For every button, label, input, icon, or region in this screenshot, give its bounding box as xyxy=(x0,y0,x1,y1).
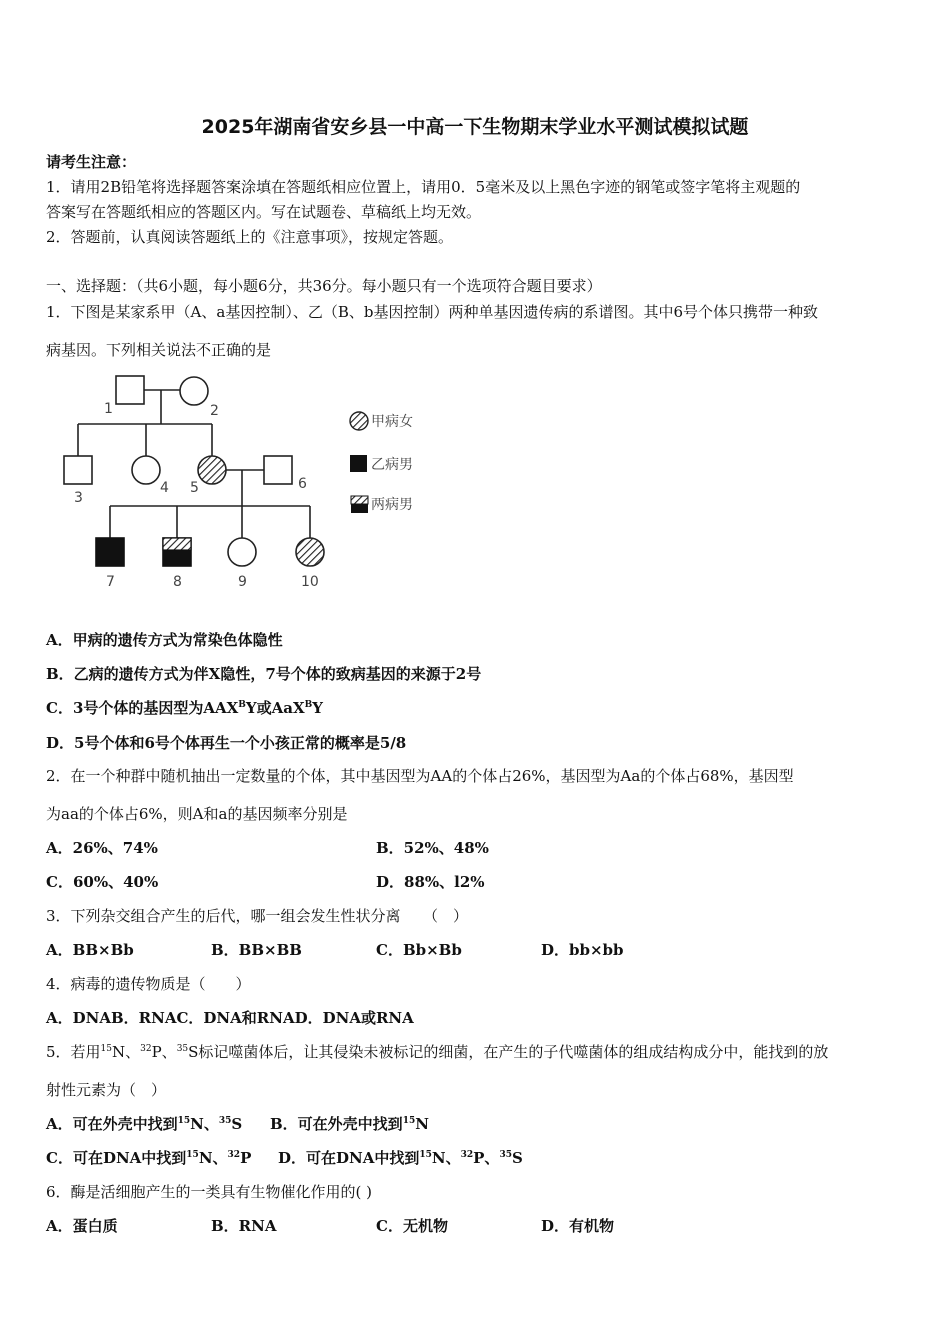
legend-label-2: 乙病男 xyxy=(371,457,413,473)
notice-line-2: 答案写在答题纸相应的答题区内。写在试题卷、草稿纸上均无效。 xyxy=(46,203,482,221)
label-1: 1 xyxy=(104,401,113,417)
q5-option-a: A．可在外壳中找到$^{15}$N、$^{35}$S xyxy=(46,1115,243,1133)
q6-option-d: D．有机物 xyxy=(541,1217,615,1235)
legend-half-square xyxy=(351,496,368,513)
q3-stem: 3．下列杂交组合产生的后代，哪一组会发生性状分离 （ ） xyxy=(46,907,469,925)
legend-label-3: 两病男 xyxy=(371,497,413,513)
label-10: 10 xyxy=(301,574,319,590)
individual-10-affected-female xyxy=(296,538,324,566)
label-2: 2 xyxy=(210,403,219,419)
legend-hatched-circle xyxy=(350,412,368,430)
individual-9-female xyxy=(228,538,256,566)
individual-7-affected-male xyxy=(96,538,124,566)
q2-stem-line-2: 为aa的个体占6%，则A和a的基因频率分别是 xyxy=(46,805,348,823)
label-6: 6 xyxy=(298,476,307,492)
section-heading: 一、选择题：（共6小题，每小题6分，共36分。每小题只有一个选项符合题目要求） xyxy=(46,277,602,295)
q6-stem: 6．酶是活细胞产生的一类具有生物催化作用的( ) xyxy=(46,1183,373,1201)
q3-option-a: A．BB×Bb xyxy=(46,941,134,959)
label-8: 8 xyxy=(173,574,182,590)
q2-option-a: A．26%、74% xyxy=(46,839,158,857)
individual-6-male xyxy=(264,456,292,484)
individual-2-female xyxy=(180,377,208,405)
q1-option-c: C．3号个体的基因型为$AAX^BY$或AaX$^B$Y xyxy=(46,699,323,717)
label-9: 9 xyxy=(238,574,247,590)
page-title: 2025年湖南省安乡县一中高一下生物期末学业水平测试模拟试题 xyxy=(201,116,749,138)
q6-option-a: A．蛋白质 xyxy=(46,1217,118,1235)
label-3: 3 xyxy=(74,490,83,506)
individual-8-double-affected-male xyxy=(163,538,191,566)
q1-option-a: A．甲病的遗传方式为常染色体隐性 xyxy=(46,631,283,649)
q1-option-b: B．乙病的遗传方式为伴X隐性，7号个体的致病基因的来源于2号 xyxy=(46,665,482,683)
q2-stem-line-1: 2．在一个种群中随机抽出一定数量的个体，其中基因型为AA的个体占26%，基因型为Aa的个体占68%，基因型 xyxy=(46,767,794,785)
q5-option-d: D．可在DNA中找到$^{15}$N、$^{32}$P、$^{35}$S xyxy=(278,1149,523,1167)
notice-line-3: 2．答题前，认真阅读答题纸上的《注意事项》，按规定答题。 xyxy=(46,228,454,246)
q3-option-c: C．Bb×Bb xyxy=(376,941,462,959)
q4-options: A．DNAB．RNAC．DNA和RNAD．DNA或RNA xyxy=(46,1009,414,1027)
pedigree-diagram xyxy=(48,364,448,594)
q3-option-d: D．bb×bb xyxy=(541,941,624,959)
label-7: 7 xyxy=(106,574,115,590)
q1-option-d: D．5号个体和6号个体再生一个小孩正常的概率是5/8 xyxy=(46,734,407,752)
q5-option-b: B．可在外壳中找到$^{15}$N xyxy=(270,1115,429,1133)
q1-stem-line-2: 病基因。下列相关说法不正确的是 xyxy=(46,341,272,359)
q2-option-b: B．52%、48% xyxy=(376,839,489,857)
individual-1-male xyxy=(116,376,144,404)
notice-heading: 请考生注意： xyxy=(46,153,137,171)
individual-4-female xyxy=(132,456,160,484)
legend-black-square xyxy=(350,455,367,472)
q5-stem-line-2: 射性元素为（ ） xyxy=(46,1081,167,1099)
label-4: 4 xyxy=(160,480,169,496)
individual-3-male xyxy=(64,456,92,484)
label-5: 5 xyxy=(190,480,199,496)
notice-line-1: 1．请用2B铅笔将选择题答案涂填在答题纸相应位置上，请用0．5毫米及以上黑色字迹的钢笔或签字笔将主观题的 xyxy=(46,178,801,196)
q1-stem-line-1: 1．下图是某家系甲（A、a基因控制）、乙（B、b基因控制）两种单基因遗传病的系谱图。其中6号个体只携带一种致 xyxy=(46,303,818,321)
q3-option-b: B．BB×BB xyxy=(211,941,302,959)
q5-stem-line-1: 5．若用$^{15}$N、$^{32}$P、$^{35}$S标记噬菌体后，让其侵染未被标记的细菌，在产生的子代噬菌体的组成结构成分中，能找到的放 xyxy=(46,1043,829,1061)
q2-option-d: D．88%、l2% xyxy=(376,873,485,891)
q6-option-c: C．无机物 xyxy=(376,1217,448,1235)
q2-option-c: C．60%、40% xyxy=(46,873,159,891)
q5-option-c: C．可在DNA中找到$^{15}$N、$^{32}$P xyxy=(46,1149,252,1167)
q6-option-b: B．RNA xyxy=(211,1217,277,1235)
q4-stem: 4．病毒的遗传物质是（ ） xyxy=(46,975,251,993)
individual-5-affected-female xyxy=(198,456,226,484)
legend-label-1: 甲病女 xyxy=(371,414,413,430)
